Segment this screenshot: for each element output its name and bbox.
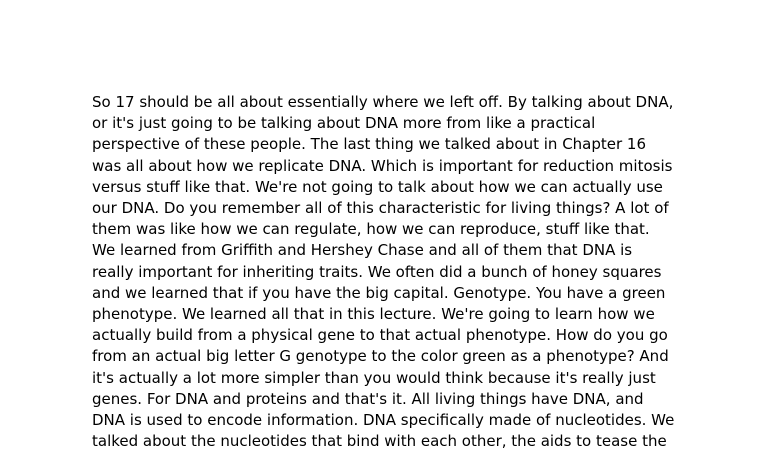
text-line: talked about the nucleotides that bind with each other, the aids to tease the: [92, 432, 667, 451]
text-line: or it's just going to be talking about DNA more from like a practical: [92, 114, 596, 133]
transcript-paragraph: [92, 92, 704, 452]
text-line: and we learned that if you have the big capital. Genotype. You have a green: [92, 283, 666, 302]
text-line: really important for inheriting traits. We often did a bunch of honey squares: [92, 262, 662, 281]
text-line: from an actual big letter G genotype to the color green as a phenotype? And: [92, 347, 669, 366]
text-line: actually build from a physical gene to that actual phenotype. How do you go: [92, 326, 668, 345]
text-line: genes. For DNA and proteins and that's it. All living things have DNA, and: [92, 389, 644, 408]
text-line: was all about how we replicate DNA. Which is important for reduction mitosis: [92, 156, 673, 175]
text-line: our DNA. Do you remember all of this characteristic for living things? A lot of: [92, 199, 669, 218]
text-line: them was like how we can regulate, how we can reproduce, stuff like that.: [92, 220, 650, 239]
text-line: it's actually a lot more simpler than you would think because it's really just: [92, 368, 656, 387]
text-line: We learned from Griffith and Hershey Chase and all of them that DNA is: [92, 241, 633, 260]
text-line: DNA is used to encode information. DNA specifically made of nucleotides. We: [92, 411, 675, 430]
text-line: So 17 should be all about essentially where we left off. By talking about DNA,: [92, 93, 674, 111]
text-line: phenotype. We learned all that in this lecture. We're going to learn how we: [92, 305, 655, 324]
text-line: versus stuff like that. We're not going to talk about how we can actually use: [92, 177, 663, 196]
text-line: perspective of these people. The last thing we talked about in Chapter 16: [92, 135, 647, 154]
